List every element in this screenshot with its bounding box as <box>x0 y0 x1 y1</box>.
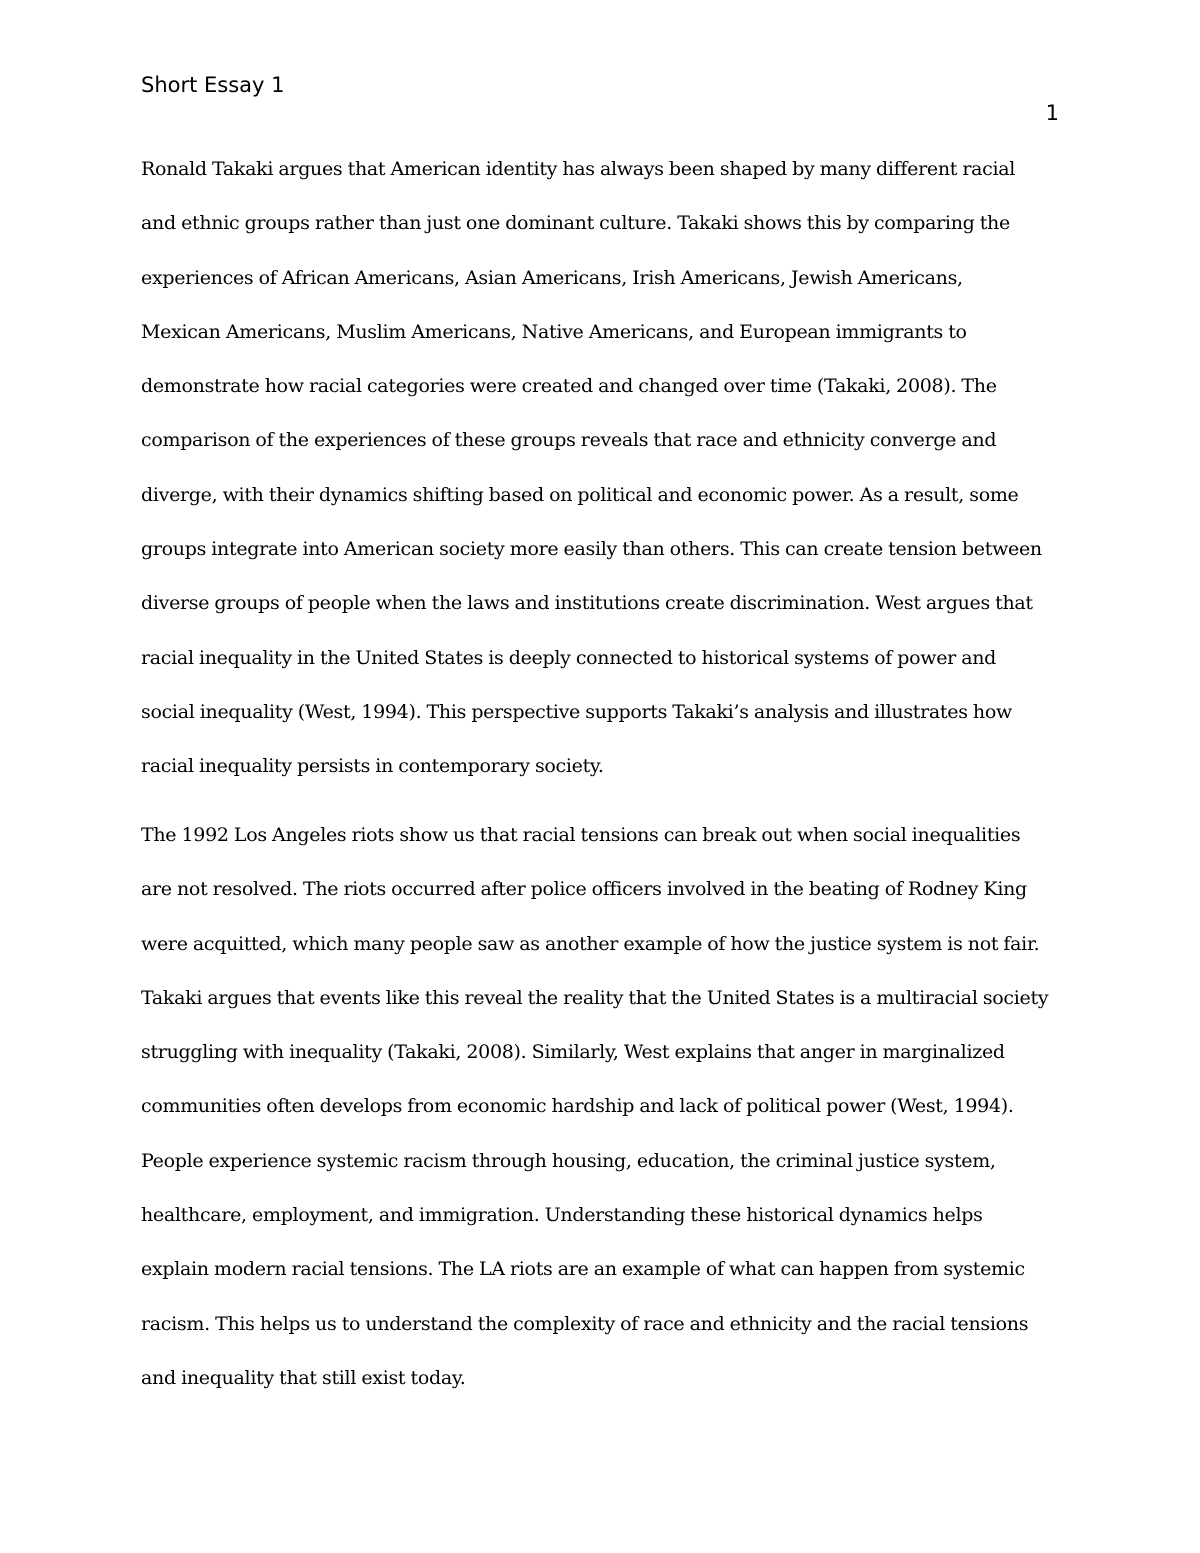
text-line: are not resolved. The riots occurred after police officers involved in the beating of Rodney King <box>141 878 1027 901</box>
text-line: The 1992 Los Angeles riots show us that racial tensions can break out when social inequalities <box>141 824 1021 846</box>
text-line: demonstrate how racial categories were created and changed over time (Takaki, 2008). The <box>141 375 997 398</box>
text-line: healthcare, employment, and immigration. Understanding these historical dynamics helps <box>141 1204 983 1227</box>
text-line: Mexican Americans, Muslim Americans, Native Americans, and European immigrants to <box>141 320 967 343</box>
text-line: and inequality that still exist today. <box>141 1366 466 1389</box>
text-line: experiences of African Americans, Asian Americans, Irish Americans, Jewish Americans, <box>141 266 963 289</box>
text-line: were acquitted, which many people saw as another example of how the justice system is not fair. <box>141 932 1040 955</box>
paragraph-1 <box>141 149 1061 801</box>
document-title: Short Essay 1 <box>141 73 285 97</box>
text-line: communities often develops from economic hardship and lack of political power (West, 1994). <box>141 1095 1014 1118</box>
text-line: Ronald Takaki argues that American identity has always been shaped by many different racial <box>141 158 1016 180</box>
text-line: diverse groups of people when the laws and institutions create discrimination. West argues that <box>141 592 1033 615</box>
text-line: social inequality (West, 1994). This perspective supports Takaki’s analysis and illustrates how <box>141 700 1012 723</box>
text-line: People experience systemic racism through housing, education, the criminal justice system, <box>141 1149 996 1172</box>
text-line: and ethnic groups rather than just one dominant culture. Takaki shows this by comparing the <box>141 212 1010 235</box>
text-line: struggling with inequality (Takaki, 2008). Similarly, West explains that anger in marginalized <box>141 1041 1005 1064</box>
text-line: racism. This helps us to understand the complexity of race and ethnicity and the racial tensions <box>141 1312 1029 1335</box>
text-line: diverge, with their dynamics shifting based on political and economic power. As a result, some <box>141 483 1019 506</box>
text-line: racial inequality in the United States is deeply connected to historical systems of power and <box>141 646 997 669</box>
text-line: groups integrate into American society more easily than others. This can create tension between <box>141 538 1042 561</box>
text-line: Takaki argues that events like this reveal the reality that the United States is a multiracial society <box>141 986 1049 1009</box>
text-line: explain modern racial tensions. The LA riots are an example of what can happen from systemic <box>141 1258 1025 1281</box>
paragraph-2 <box>141 815 1061 1412</box>
text-line: comparison of the experiences of these groups reveals that race and ethnicity converge and <box>141 429 997 452</box>
page-number: 1 <box>1045 101 1059 125</box>
text-line: racial inequality persists in contemporary society. <box>141 755 604 778</box>
